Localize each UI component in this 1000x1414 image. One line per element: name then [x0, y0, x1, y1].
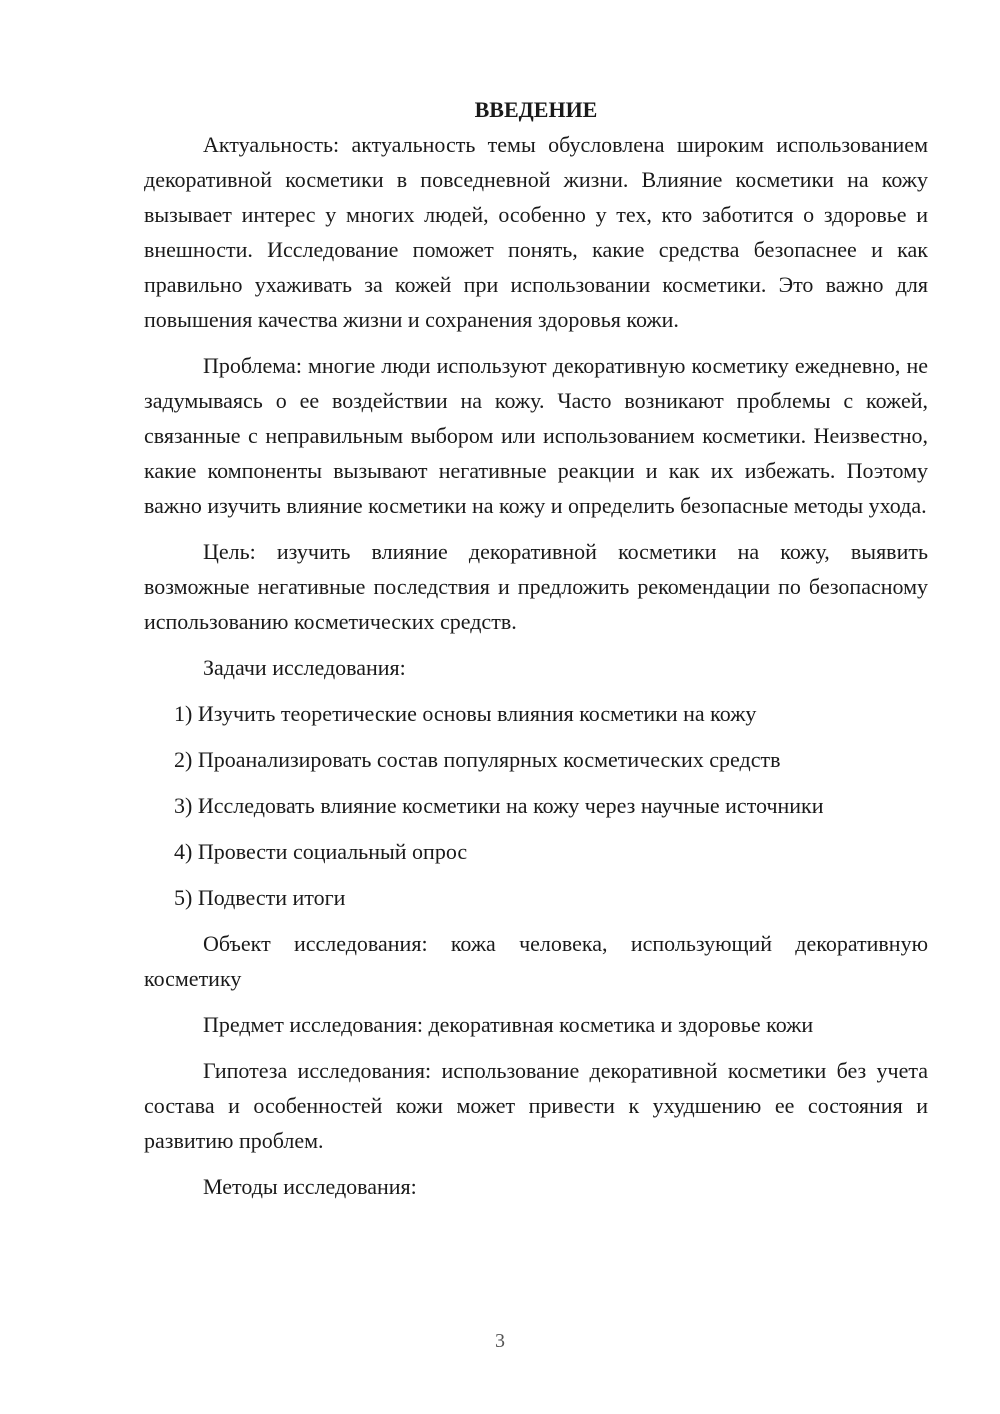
tasks-heading: Задачи исследования: — [203, 655, 406, 680]
task-item: 4) Провести социальный опрос — [174, 839, 468, 864]
tasks-list — [144, 696, 928, 915]
subject-paragraph: Предмет исследования: декоративная косметика и здоровье кожи — [203, 1012, 814, 1037]
goal-paragraph: Цель: изучить влияние декоративной косметики на кожу, выявить возможные негативные последствия и предложить рекомендации по безопасному использованию косметических средств. — [144, 539, 928, 634]
page-title: ВВЕДЕНИЕ — [474, 97, 598, 122]
document-page — [144, 92, 928, 1215]
problem-paragraph: Проблема: многие люди используют декоративную косметику ежедневно, не задумываясь о ее воздействии на кожу. Часто возникают проблемы с кожей, связанные с неправильным выбором или использованием косметики. Неизвестно, какие компоненты вызывают негативные реакции и как их избежать. Поэтому важно изучить влияние косметики на кожу и определить безопасные методы ухода. — [144, 353, 928, 518]
relevance-paragraph: Актуальность: актуальность темы обусловлена широким использованием декоративной косметики в повседневной жизни. Влияние косметики на кожу вызывает интерес у многих людей, особенно у тех, кто заботится о здоровье и внешности. Исследование поможет понять, какие средства безопаснее и как правильно ухаживать за кожей при использовании косметики. Это важно для повышения качества жизни и сохранения здоровья кожи. — [144, 132, 928, 332]
hypothesis-paragraph: Гипотеза исследования: использование декоративной косметики без учета состава и особенностей кожи может привести к ухудшению ее состояния и развитию проблем. — [144, 1058, 928, 1153]
task-item: 2) Проанализировать состав популярных косметических средств — [174, 747, 781, 772]
task-item: 5) Подвести итоги — [174, 885, 346, 910]
object-paragraph: Объект исследования: кожа человека, использующий декоративную косметику — [144, 931, 928, 991]
methods-heading: Методы исследования: — [203, 1174, 417, 1199]
page-number: 3 — [495, 1330, 505, 1352]
task-item: 3) Исследовать влияние косметики на кожу через научные источники — [174, 793, 824, 818]
task-item: 1) Изучить теоретические основы влияния косметики на кожу — [174, 701, 757, 726]
